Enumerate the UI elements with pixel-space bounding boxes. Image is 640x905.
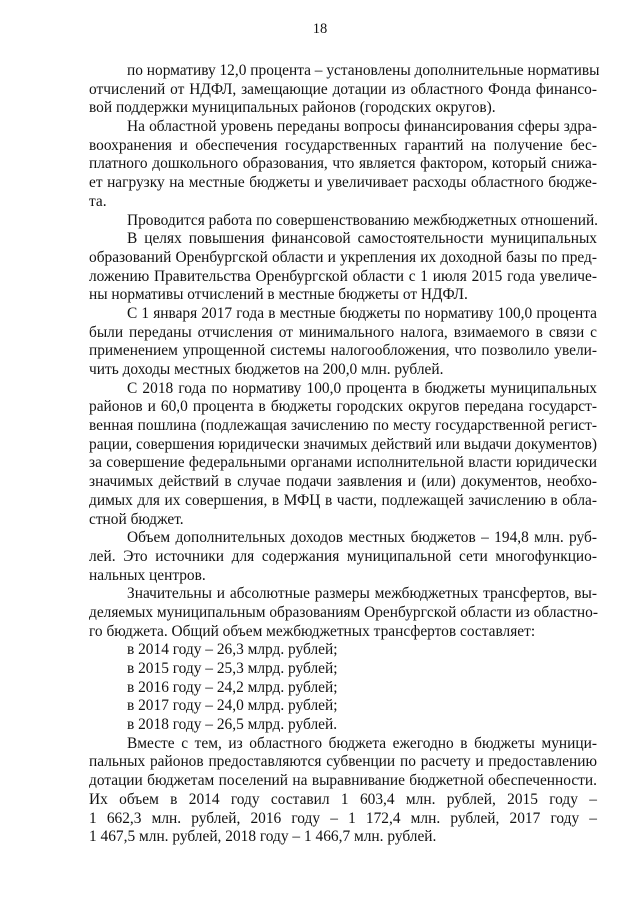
text-line: нальных центров. bbox=[89, 566, 206, 584]
text-line: дотации бюджетам поселений на выравнивание бюджетной обеспеченности. bbox=[89, 772, 597, 790]
body-text bbox=[89, 62, 600, 847]
text-line: деляемых муниципальным образованиям Оренбургской области из областно- bbox=[89, 603, 598, 621]
text-line: стной бюджет. bbox=[89, 510, 184, 528]
text-line: в 2017 году – 24,0 млрд. рублей; bbox=[127, 697, 338, 715]
text-line: С 2018 года по нормативу 100,0 процента в бюджеты муниципальных bbox=[127, 379, 597, 397]
text-line: за совершение федеральными органами исполнительной власти юридически bbox=[89, 454, 597, 472]
text-line: рации, совершения юридически значимых действий или выдачи документов) bbox=[89, 435, 597, 453]
text-line: районов и 60,0 процента в бюджеты городских округов передана государст- bbox=[89, 398, 597, 416]
text-line: ложению Правительства Оренбургской области с 1 июля 2015 года увеличе- bbox=[89, 267, 597, 285]
text-line: пальных районов предоставляются субвенции по расчету и предоставлению bbox=[89, 753, 597, 771]
text-line: воохранения и обеспечения государственных гарантий на получение бес- bbox=[89, 136, 597, 154]
text-line: в 2016 году – 24,2 млрд. рублей; bbox=[127, 678, 338, 696]
text-line: Объем дополнительных доходов местных бюджетов – 194,8 млн. руб- bbox=[127, 529, 597, 547]
text-line: 1 467,5 млн. рублей, 2018 году – 1 466,7 млн. рублей. bbox=[89, 828, 437, 846]
page-number: 18 bbox=[312, 21, 328, 37]
text-line: На областной уровень переданы вопросы финансирования сферы здра- bbox=[127, 118, 597, 136]
text-line: в 2015 году – 25,3 млрд. рублей; bbox=[127, 660, 338, 677]
text-line: та. bbox=[89, 192, 107, 210]
text-line: Их объем в 2014 году составил 1 603,4 млн. рублей, 2015 году – bbox=[89, 790, 597, 808]
text-line: были переданы отчисления от минимального налога, взимаемого в связи с bbox=[89, 323, 597, 341]
text-line: Проводится работа по совершенствованию межбюджетных отношений. bbox=[127, 211, 599, 229]
text-line: ны нормативы отчислений в местные бюджеты от НДФЛ. bbox=[89, 286, 468, 304]
text-line: в 2018 году – 26,5 млрд. рублей. bbox=[127, 716, 338, 734]
text-line: по нормативу 12,0 процента – установлены дополнительные нормативы bbox=[127, 62, 600, 79]
text-line: В целях повышения финансовой самостоятельности муниципальных bbox=[127, 230, 597, 248]
text-line: ет нагрузку на местные бюджеты и увеличивает расходы областного бюдже- bbox=[89, 174, 597, 192]
text-line: Значительны и абсолютные размеры межбюджетных трансфертов, вы- bbox=[127, 585, 597, 603]
text-line: го бюджета. Общий объем межбюджетных трансфертов составляет: bbox=[89, 622, 536, 640]
text-line: лей. Это источники для содержания муниципальной сети многофункцио- bbox=[89, 547, 597, 565]
text-line: димых для их совершения, в МФЦ в части, подлежащей зачислению в обла- bbox=[89, 491, 597, 509]
text-line: С 1 января 2017 года в местные бюджеты по нормативу 100,0 процента bbox=[127, 304, 597, 322]
text-line: чить доходы местных бюджетов на 200,0 млн. рублей. bbox=[89, 361, 444, 378]
text-line: отчислений от НДФЛ, замещающие дотации из областного Фонда финансо- bbox=[89, 80, 597, 98]
text-line: 1 662,3 млн. рублей, 2016 году – 1 172,4 млн. рублей, 2017 году – bbox=[89, 809, 597, 827]
text-line: Вместе с тем, из областного бюджета ежегодно в бюджеты муници- bbox=[127, 734, 597, 752]
text-line: в 2014 году – 26,3 млрд. рублей; bbox=[127, 641, 338, 659]
text-line: применением упрощенной системы налогообложения, что позволило увели- bbox=[89, 342, 597, 360]
text-line: платного дошкольного образования, что является фактором, который снижа- bbox=[89, 155, 597, 173]
text-line: вой поддержки муниципальных районов (городских округов). bbox=[89, 99, 496, 117]
text-line: образований Оренбургской области и укрепления их доходной базы по пред- bbox=[89, 248, 597, 266]
text-line: значимых действий в случае подачи заявления и (или) документов, необхо- bbox=[89, 473, 597, 491]
text-line: венная пошлина (подлежащая зачислению по месту государственной регист- bbox=[89, 417, 597, 435]
